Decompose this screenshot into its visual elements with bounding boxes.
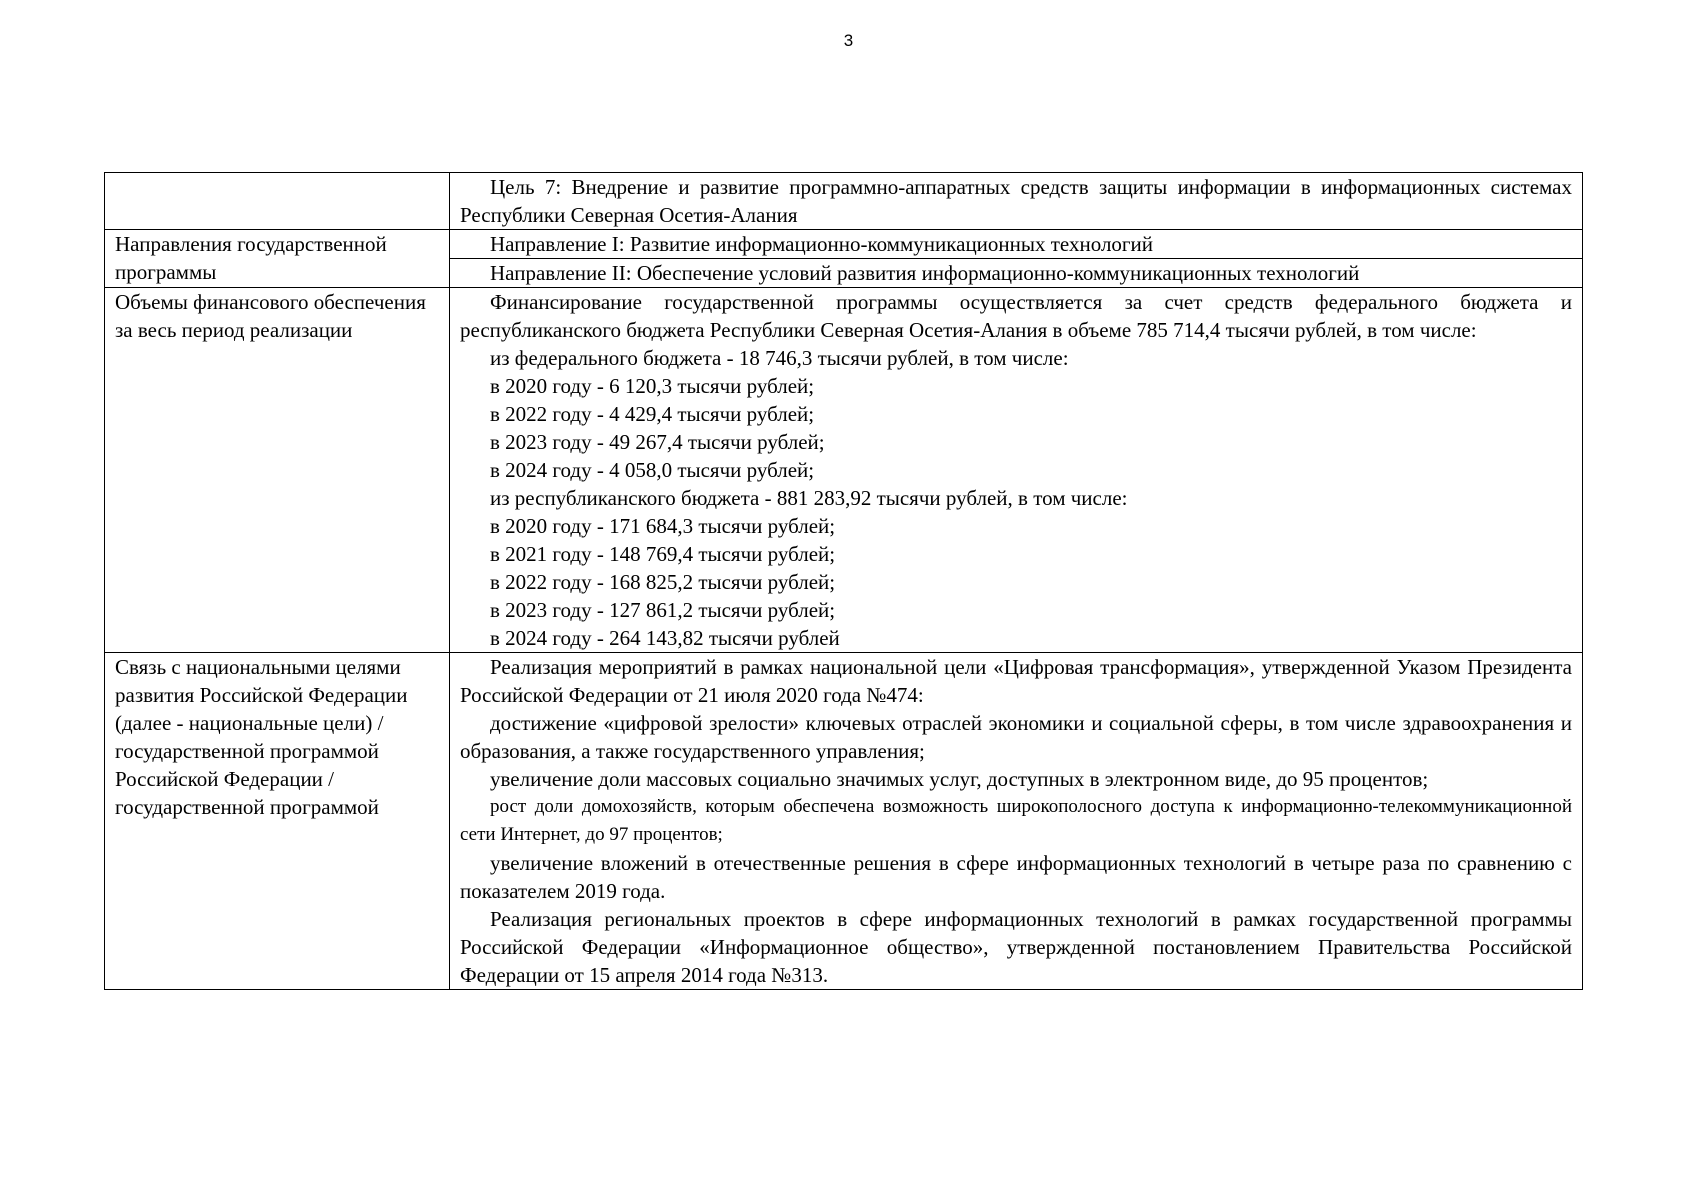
federal-year-line: в 2023 году - 49 267,4 тысячи рублей; xyxy=(490,430,825,454)
direction-2-cell xyxy=(450,259,1583,288)
direction-2-text: Направление II: Обеспечение условий развития информационно-коммуникационных технологий xyxy=(490,261,1360,285)
national-goals-paragraph: Реализация мероприятий в рамках национальной цели «Цифровая трансформация», утвержденной Указом Президента Российской Федерации от 21 июля 2020 года №474: xyxy=(460,655,1572,707)
goal-7-text: Цель 7: Внедрение и развитие программно-аппаратных средств защиты информации в информационных системах Республики Северная Осетия-Алания xyxy=(460,175,1572,227)
federal-year-line: в 2020 году - 6 120,3 тысячи рублей; xyxy=(490,374,815,398)
republic-year-line: в 2020 году - 171 684,3 тысячи рублей; xyxy=(490,514,836,538)
national-goals-paragraph: достижение «цифровой зрелости» ключевых отраслей экономики и социальной сферы, в том числе здравоохранения и образования, а также государственного управления; xyxy=(460,711,1572,763)
table-row-direction-1 xyxy=(105,230,1583,259)
federal-year-line: в 2024 году - 4 058,0 тысячи рублей; xyxy=(490,458,815,482)
table-row-goal xyxy=(105,173,1583,230)
national-goals-paragraph: Реализация региональных проектов в сфере информационных технологий в рамках государственной программы Российской Федерации «Информационное общество», утвержденной постановлением Правительства Российской Федерации от 15 апреля 2014 года №313. xyxy=(460,907,1572,987)
direction-1-text: Направление I: Развитие информационно-коммуникационных технологий xyxy=(490,232,1154,256)
national-goals-label: Связь с национальными целями развития Российской Федерации (далее - национальные цели) / государственной программой Российской Федерации / государственной программой xyxy=(115,655,408,819)
federal-year-line: в 2022 году - 4 429,4 тысячи рублей; xyxy=(490,402,815,426)
national-goals-label-cell xyxy=(105,653,450,990)
republic-year-line: в 2023 году - 127 861,2 тысячи рублей; xyxy=(490,598,836,622)
table-row-financing xyxy=(105,288,1583,653)
financing-content-cell xyxy=(450,288,1583,653)
national-goals-paragraph: увеличение доли массовых социально значимых услуг, доступных в электронном виде, до 95 процентов; xyxy=(490,767,1429,791)
page-number: 3 xyxy=(843,31,854,50)
republic-year-line: в 2021 году - 148 769,4 тысячи рублей; xyxy=(490,542,836,566)
table-row-national-goals xyxy=(105,653,1583,990)
federal-budget-total: из федерального бюджета - 18 746,3 тысячи рублей, в том числе: xyxy=(490,346,1069,370)
directions-label-cell xyxy=(105,230,450,288)
national-goals-paragraph: увеличение вложений в отечественные решения в сфере информационных технологий в четыре раза по сравнению с показателем 2019 года. xyxy=(460,851,1572,903)
financing-label: Объемы финансового обеспечения за весь период реализации xyxy=(115,290,426,342)
program-passport-table xyxy=(104,172,1583,990)
republic-year-line: в 2024 году - 264 143,82 тысячи рублей xyxy=(490,626,840,650)
financing-label-cell xyxy=(105,288,450,653)
goal-content-cell xyxy=(450,173,1583,230)
financing-intro: Финансирование государственной программы осуществляется за счет средств федерального бюджета и республиканского бюджета Республики Северная Осетия-Алания в объеме 785 714,4 тысячи рублей, в том числе: xyxy=(460,290,1572,342)
republic-year-line: в 2022 году - 168 825,2 тысячи рублей; xyxy=(490,570,836,594)
republic-budget-total: из республиканского бюджета - 881 283,92 тысячи рублей, в том числе: xyxy=(490,486,1128,510)
national-goals-content-cell xyxy=(450,653,1583,990)
direction-1-cell xyxy=(450,230,1583,259)
directions-label: Направления государственной программы xyxy=(115,232,387,284)
goal-label-cell xyxy=(105,173,450,230)
national-goals-paragraph: рост доли домохозяйств, которым обеспечена возможность широкополосного доступа к информационно-телекоммуникационной сети Интернет, до 97 процентов; xyxy=(460,796,1572,845)
